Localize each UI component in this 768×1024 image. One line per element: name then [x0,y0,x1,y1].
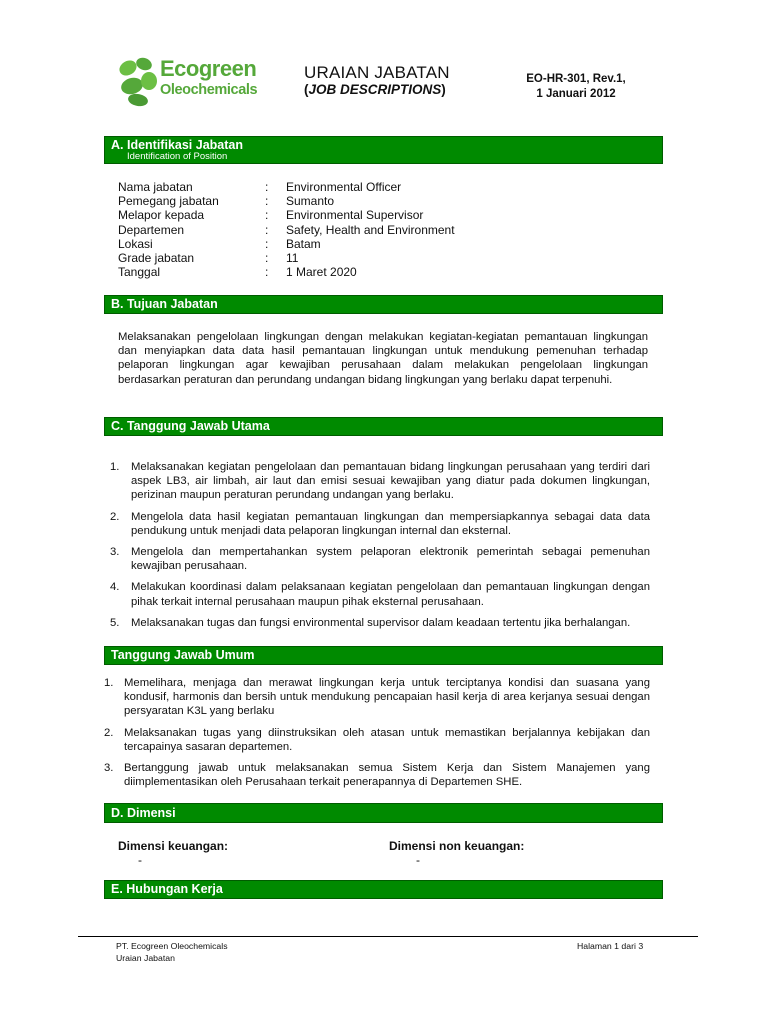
list-item-text: Memelihara, menjaga dan merawat lingkungan kerja untuk terciptanya kondisi dan suasana yang kondusif, harmonis dan bersih untuk mendukung pencapaian hasil kerja di area kerjanya sesuai dengan persyaratan K3L yang berlaku [124,677,650,718]
list-item-number: 2. [110,510,120,523]
identification-separator: : [265,222,269,237]
list-item-number: 3. [104,762,114,775]
main-responsibilities-list [104,460,650,637]
financial-dimension-value: - [138,853,142,867]
section-a-title: A. Identifikasi Jabatan [111,138,243,152]
section-e-title: E. Hubungan Kerja [111,882,223,896]
footer-document-name: Uraian Jabatan [116,953,175,963]
list-item [104,545,650,573]
identification-separator: : [265,265,269,280]
identification-separator: : [265,251,269,265]
section-umum-header [104,646,663,665]
section-b-title: B. Tujuan Jabatan [111,297,218,311]
list-item-number: 4. [110,581,120,594]
section-b-header [104,295,663,314]
list-item-text: Mengelola data hasil kegiatan pemantauan lingkungan dan mempersiapkannya sebagai data data pendukung untuk menjadi data pelaporan lingkungan internal dan eksternal. [131,510,650,537]
list-item [104,726,650,754]
identification-separator: : [265,194,269,209]
footer-page-number: Halaman 1 dari 3 [577,941,644,951]
identification-value: 1 Maret 2020 [286,265,357,280]
list-item [104,616,650,630]
section-d-title: D. Dimensi [111,806,176,820]
list-item-text: Melaksanakan kegiatan pengelolaan dan pemantauan bidang lingkungan perusahaan yang terdiri dari aspek LB3, air limbah, air laut dan emisi sesuai kewajiban yang diatur pada dokumen lingkungan, perizinan maupun peraturan perundang undangan yang berlaku. [131,461,650,502]
list-item-text: Mengelola dan mempertahankan system pelaporan elektronik pemerintah sebagai pemenuhan kewajiban perusahaan. [131,546,650,573]
identification-value: Environmental Supervisor [286,208,424,223]
list-item-number: 1. [104,677,114,689]
list-item [104,460,650,503]
list-item-text: Melaksanakan tugas yang diinstruksikan oleh atasan untuk memastikan berjalannya kebijakan dan tercapainya sasaran departemen. [124,726,650,753]
section-umum-title: Tanggung Jawab Umum [111,648,255,662]
identification-separator: : [265,236,269,251]
section-c-title: C. Tanggung Jawab Utama [111,419,270,433]
identification-value: Batam [286,236,321,251]
document-number [514,72,638,102]
identification-label: Melapor kepada [118,208,205,223]
general-responsibilities-list [104,676,650,796]
identification-label: Pemegang jabatan [118,194,219,209]
list-item [104,676,650,719]
identification-separator: : [265,180,269,194]
identification-label: Tanggal [118,265,161,280]
identification-value: 11 [286,251,299,265]
company-logo [116,54,258,108]
list-item [104,510,650,538]
section-a-header [104,136,663,164]
identification-label: Lokasi [118,236,153,251]
section-c-header [104,417,663,436]
logo-text-ecogreen: Ecogreen [160,56,257,81]
logo-text-oleochemicals: Oleochemicals [160,82,258,98]
financial-dimension-label: Dimensi keuangan: [118,839,229,853]
list-item [104,580,650,608]
leaf-logo-icon [116,54,162,108]
list-item-number: 5. [110,616,120,629]
list-item-number: 3. [110,546,120,559]
list-item-number: 2. [104,726,114,739]
section-a-subtitle: Identification of Position [127,151,228,162]
identification-value: Safety, Health and Environment [286,222,455,237]
document-code: EO-HR-301, Rev.1, [526,73,626,85]
footer-company [116,940,228,964]
job-purpose-text: Melaksanakan pengelolaan lingkungan dengan melakukan kegiatan-kegiatan pemantauan lingkungan dan menyiapkan data data hasil pemantauan lingkungan untuk mendukung pemenuhan terhadap pelaporan lingkungan agar kewajiban perusahaan dalam melakukan pengelolaan lingkungan berdasarkan peraturan dan perundang undangan bidang lingkungan yang berlaku dapat terpenuhi. [118,331,648,386]
list-item-text: Melaksanakan tugas dan fungsi environmental supervisor dalam keadaan tertentu jika berhalangan. [131,616,631,629]
footer-company-name: PT. Ecogreen Oleochemicals [116,941,228,951]
list-item-text: Melakukan koordinasi dalam pelaksanaan kegiatan pengelolaan dan pemantauan lingkungan dengan pihak terkait internal perusahaan maupun pihak eksternal perusahaan. [131,581,650,608]
identification-label: Departemen [118,222,185,237]
identification-value: Environmental Officer [286,180,402,194]
document-date: 1 Januari 2012 [536,88,616,100]
section-e-header [104,880,663,899]
section-d-header [104,803,663,823]
identification-value: Sumanto [286,194,335,209]
identification-separator: : [265,208,269,223]
footer-divider [78,936,698,937]
document-subtitle: (JOB DESCRIPTIONS) [304,82,446,97]
list-item-number: 1. [110,461,120,473]
list-item-text: Bertanggung jawab untuk melaksanakan semua Sistem Kerja dan Sistem Manajemen yang diimplementasikan oleh Perusahaan terkait penerapannya di Departemen SHE. [124,762,650,789]
nonfinancial-dimension-value: - [416,853,420,867]
list-item [104,761,650,789]
nonfinancial-dimension-label: Dimensi non keuangan: [389,839,525,853]
document-title: URAIAN JABATAN [304,63,450,82]
identification-label: Nama jabatan [118,180,193,194]
identification-label: Grade jabatan [118,251,195,265]
